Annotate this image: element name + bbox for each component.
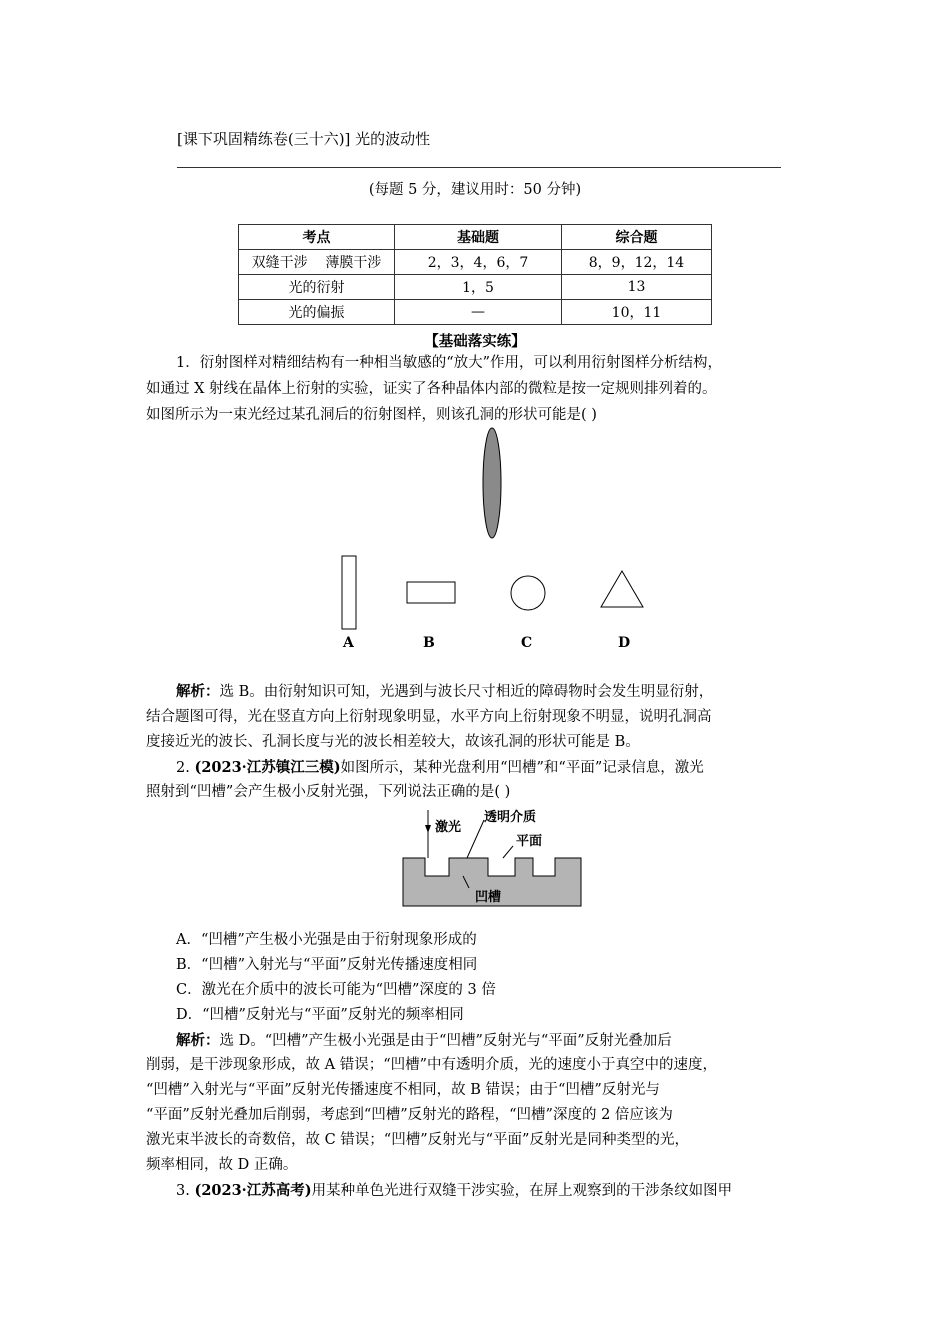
figure-label-a: A [343, 635, 354, 651]
q2-option-a: A．“凹槽”产生极小光强是由于衍射现象形成的 [176, 932, 477, 948]
table-cell: 13 [562, 275, 712, 300]
label-plane: 平面 [516, 834, 543, 849]
q3-source: (2023·江苏高考) [194, 1182, 312, 1199]
q1-line-3: 如图所示为一束光经过某孔洞后的衍射图样，则该孔洞的形状可能是( ) [146, 407, 597, 423]
q1-figure [0, 420, 950, 660]
table-row [239, 275, 712, 300]
shape-d-triangle [601, 571, 643, 607]
q2-answer-line-3: “凹槽”入射光与“平面”反射光传播速度不相同，故 B 错误；由于“凹槽”反射光与 [146, 1082, 660, 1098]
q1-line-1: 1．衍射图样对精细结构有一种相当敏感的“放大”作用，可以利用衍射图样分析结构， [176, 355, 723, 371]
section-title: 【基础落实练】 [424, 333, 526, 350]
answer-label: 解析： [176, 683, 220, 700]
q2-answer-line-6: 频率相同，故 D 正确。 [146, 1157, 298, 1173]
q2-answer-line-2: 削弱，是干涉现象形成，故 A 错误；“凹槽”中有透明介质，光的速度小于真空中的速度， [146, 1057, 718, 1073]
q2-line-1 [176, 755, 704, 782]
q2-option-d: D．“凹槽”反射光与“平面”反射光的频率相同 [176, 1007, 464, 1023]
label-groove: 凹槽 [475, 890, 502, 905]
answer-label: 解析： [176, 1032, 220, 1049]
laser-arrow-icon [425, 825, 431, 833]
table-header-cell: 考点 [239, 225, 395, 250]
q2-answer-text: 选 D。“凹槽”产生极小光强是由于“凹槽”反射光与“平面”反射光叠加后 [219, 1033, 672, 1049]
figure-label-c: C [521, 635, 533, 651]
q1-answer-text: 选 B。由衍射知识可知，光遇到与波长尺寸相近的障碍物时会发生明显衍射， [219, 684, 714, 700]
q2-line-2: 照射到“凹槽”会产生极小反射光强，下列说法正确的是( ) [146, 784, 511, 800]
table-header-row [239, 225, 712, 250]
q3-text: 用某种单色光进行双缝干涉实验，在屏上观察到的干涉条纹如图甲 [311, 1183, 733, 1199]
q1-line-2: 如通过 X 射线在晶体上衍射的实验，证实了各种晶体内部的微粒是按一定规则排列着的。 [146, 381, 717, 397]
table-cell: 1，5 [395, 275, 562, 300]
q2-answer-line-4: “平面”反射光叠加后削弱，考虑到“凹槽”反射光的路程，“凹槽”深度的 2 倍应该为 [146, 1107, 673, 1123]
q2-text: 如图所示，某种光盘利用“凹槽”和“平面”记录信息，激光 [340, 760, 704, 776]
q3-line-1 [176, 1178, 732, 1205]
table-row [239, 300, 712, 325]
table-cell: 8，9，12，14 [562, 250, 712, 275]
shape-a-vertical-slit [342, 556, 356, 629]
q2-answer-line-5: 激光束半波长的奇数倍，故 C 错误；“凹槽”反射光与“平面”反射光是同种类型的光， [146, 1132, 689, 1148]
shape-c-circle [511, 576, 545, 610]
table-cell: 光的偏振 [239, 300, 395, 325]
q2-answer-line-1 [176, 1028, 672, 1055]
q3-number: 3. [176, 1183, 190, 1199]
table-cell: 10，11 [562, 300, 712, 325]
table-cell: 双缝干涉 薄膜干涉 [239, 250, 395, 275]
q2-source: (2023·江苏镇江三模) [194, 759, 341, 776]
table-cell: — [395, 300, 562, 325]
q2-option-c: C．激光在介质中的波长可能为“凹槽”深度的 3 倍 [176, 982, 496, 998]
q2-option-b: B．“凹槽”入射光与“平面”反射光传播速度相同 [176, 957, 478, 973]
q1-answer-line-3: 度接近光的波长、孔洞长度与光的波长相差较大，故该孔洞的形状可能是 B。 [146, 734, 640, 750]
q1-answer-line-2: 结合题图可得，光在竖直方向上衍射现象明显，水平方向上衍射现象不明显，说明孔洞高 [146, 709, 712, 725]
page-subtitle: (每题 5 分，建议用时：50 分钟) [368, 182, 582, 198]
medium-pointer [467, 820, 484, 858]
diffraction-pattern [483, 428, 501, 538]
q2-number: 2. [176, 760, 190, 776]
plane-pointer [503, 846, 513, 858]
table-cell: 光的衍射 [239, 275, 395, 300]
page-title: [课下巩固精练卷(三十六)] 光的波动性 [177, 130, 431, 148]
figure-label-d: D [618, 635, 631, 651]
title-divider [177, 167, 781, 168]
label-medium: 透明介质 [484, 810, 537, 825]
table-header-cell: 综合题 [562, 225, 712, 250]
table-cell: 2，3，4，6，7 [395, 250, 562, 275]
table-row [239, 250, 712, 275]
shape-b-horizontal-rect [407, 582, 455, 603]
q1-answer-line-1 [176, 679, 713, 706]
figure-label-b: B [423, 635, 435, 651]
label-laser: 激光 [435, 820, 462, 835]
topic-table [238, 224, 712, 325]
table-header-cell: 基础题 [395, 225, 562, 250]
